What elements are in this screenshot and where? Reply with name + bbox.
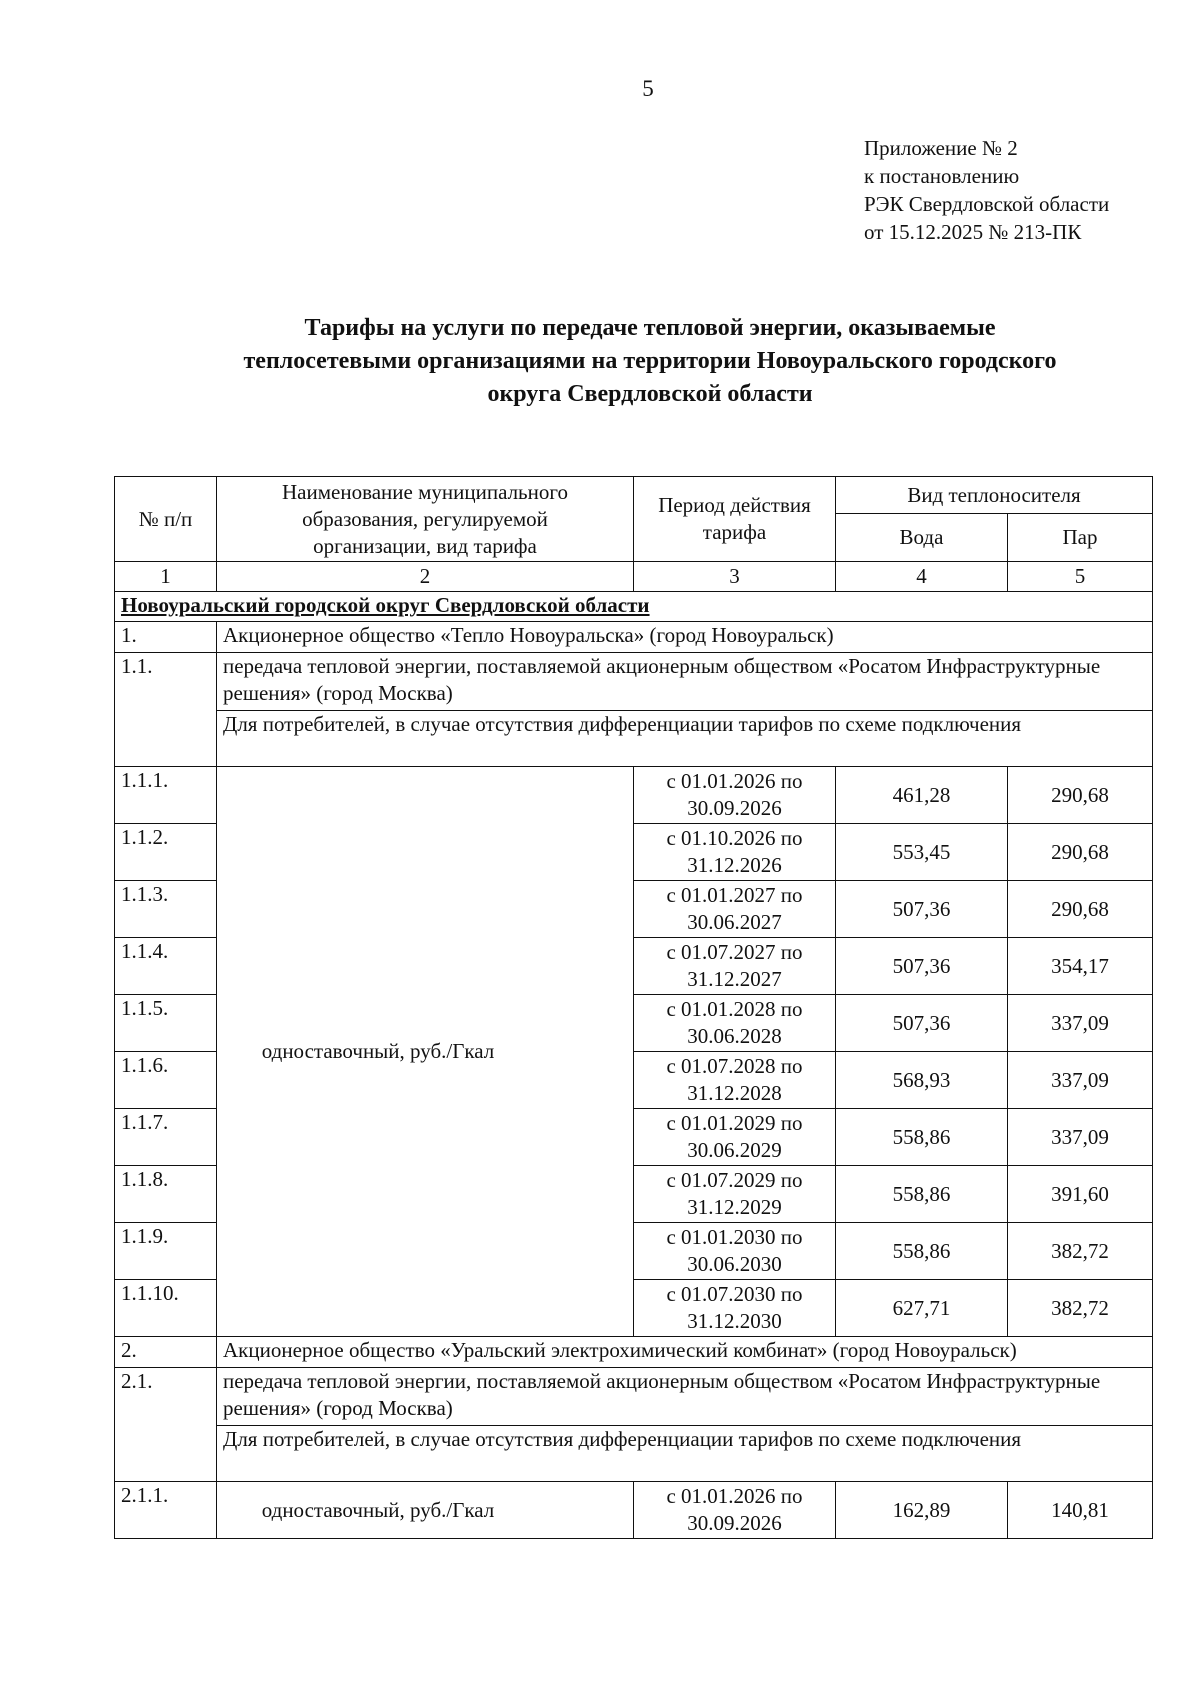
org-number: 1.	[115, 622, 217, 653]
period: с 01.01.2029 по 30.06.2029	[634, 1109, 836, 1166]
water-tariff: 553,45	[836, 824, 1008, 881]
water-tariff: 507,36	[836, 995, 1008, 1052]
steam-tariff: 382,72	[1008, 1280, 1153, 1337]
tariff-type: одноставочный, руб./Гкал	[217, 1482, 634, 1539]
water-tariff: 558,86	[836, 1109, 1008, 1166]
row-number: 1.1.10.	[115, 1280, 217, 1337]
period: с 01.07.2030 по 31.12.2030	[634, 1280, 836, 1337]
water-tariff: 507,36	[836, 881, 1008, 938]
header-period: Период действия тарифа	[634, 477, 836, 562]
water-tariff: 461,28	[836, 767, 1008, 824]
consumer-category: Для потребителей, в случае отсутствия дифференциации тарифов по схеме подключения	[217, 711, 1153, 767]
row-number: 1.1.8.	[115, 1166, 217, 1223]
water-tariff: 162,89	[836, 1482, 1008, 1539]
period: с 01.01.2027 по 30.06.2027	[634, 881, 836, 938]
water-tariff: 558,86	[836, 1166, 1008, 1223]
page-number: 5	[642, 76, 654, 101]
period: с 01.10.2026 по 31.12.2026	[634, 824, 836, 881]
steam-tariff: 290,68	[1008, 767, 1153, 824]
row-number: 1.1.1.	[115, 767, 217, 824]
column-number: 4	[836, 562, 1008, 592]
steam-tariff: 290,68	[1008, 824, 1153, 881]
steam-tariff: 391,60	[1008, 1166, 1153, 1223]
service-number: 2.1.	[115, 1368, 217, 1482]
header-num: № п/п	[115, 477, 217, 562]
region-heading: Новоуральский городской округ Свердловской области	[115, 592, 1153, 622]
tariff-table	[114, 476, 1153, 1539]
row-number: 2.1.1.	[115, 1482, 217, 1539]
service-description: передача тепловой энергии, поставляемой акционерным обществом «Росатом Инфраструктурные решения» (город Москва)	[217, 1368, 1153, 1426]
water-tariff: 627,71	[836, 1280, 1008, 1337]
table-row	[115, 1482, 1153, 1539]
steam-tariff: 354,17	[1008, 938, 1153, 995]
water-tariff: 558,86	[836, 1223, 1008, 1280]
steam-tariff: 140,81	[1008, 1482, 1153, 1539]
header-steam: Пар	[1008, 514, 1153, 562]
row-number: 1.1.9.	[115, 1223, 217, 1280]
water-tariff: 507,36	[836, 938, 1008, 995]
row-number: 1.1.7.	[115, 1109, 217, 1166]
title-line: Тарифы на услуги по передаче тепловой энергии, оказываемые	[304, 315, 996, 341]
period: с 01.01.2030 по 30.06.2030	[634, 1223, 836, 1280]
water-tariff: 568,93	[836, 1052, 1008, 1109]
appendix-reference	[864, 134, 1109, 246]
tariff-type: одноставочный, руб./Гкал	[217, 767, 634, 1337]
steam-tariff: 337,09	[1008, 995, 1153, 1052]
org-number: 2.	[115, 1337, 217, 1368]
header-name: Наименование муниципального образования, регулируемой организации, вид тарифа	[217, 477, 634, 562]
table-row	[115, 767, 1153, 824]
service-description: передача тепловой энергии, поставляемой акционерным обществом «Росатом Инфраструктурные решения» (город Москва)	[217, 653, 1153, 711]
period: с 01.07.2027 по 31.12.2027	[634, 938, 836, 995]
header-water: Вода	[836, 514, 1008, 562]
document-title	[100, 312, 1200, 411]
period: с 01.01.2026 по 30.09.2026	[634, 767, 836, 824]
row-number: 1.1.5.	[115, 995, 217, 1052]
row-number: 1.1.3.	[115, 881, 217, 938]
period: с 01.07.2028 по 31.12.2028	[634, 1052, 836, 1109]
appendix-line: Приложение № 2	[864, 136, 1018, 160]
column-number: 3	[634, 562, 836, 592]
steam-tariff: 382,72	[1008, 1223, 1153, 1280]
row-number: 1.1.6.	[115, 1052, 217, 1109]
period: с 01.07.2029 по 31.12.2029	[634, 1166, 836, 1223]
column-number: 2	[217, 562, 634, 592]
column-number: 5	[1008, 562, 1153, 592]
column-number: 1	[115, 562, 217, 592]
header-carrier: Вид теплоносителя	[836, 477, 1153, 514]
steam-tariff: 337,09	[1008, 1052, 1153, 1109]
org-name: Акционерное общество «Уральский электрохимический комбинат» (город Новоуральск)	[217, 1337, 1153, 1368]
appendix-line: к постановлению	[864, 164, 1020, 188]
steam-tariff: 290,68	[1008, 881, 1153, 938]
title-line: теплосетевыми организациями на территории Новоуральского городского	[243, 348, 1057, 374]
org-name: Акционерное общество «Тепло Новоуральска» (город Новоуральск)	[217, 622, 1153, 653]
row-number: 1.1.4.	[115, 938, 217, 995]
steam-tariff: 337,09	[1008, 1109, 1153, 1166]
period: с 01.01.2028 по 30.06.2028	[634, 995, 836, 1052]
consumer-category: Для потребителей, в случае отсутствия дифференциации тарифов по схеме подключения	[217, 1426, 1153, 1482]
period: с 01.01.2026 по 30.09.2026	[634, 1482, 836, 1539]
service-number: 1.1.	[115, 653, 217, 767]
appendix-line: от 15.12.2025 № 213-ПК	[864, 220, 1082, 244]
appendix-line: РЭК Свердловской области	[864, 192, 1110, 216]
title-line: округа Свердловской области	[487, 381, 813, 407]
row-number: 1.1.2.	[115, 824, 217, 881]
